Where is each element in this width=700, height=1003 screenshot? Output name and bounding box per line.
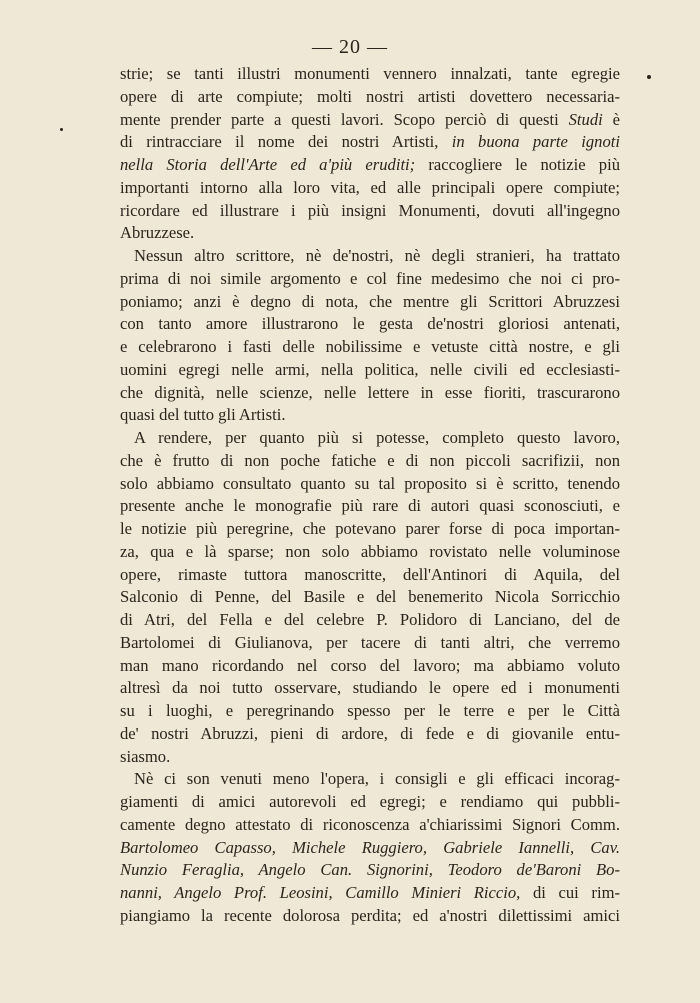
- page-number: — 20 —: [312, 36, 388, 58]
- text-line: giamenti di amici autorevoli ed egregi; e rendiamo qui pubbli-: [120, 792, 620, 811]
- text-line: Nè ci son venuti meno l'opera, i consigli e gli efficaci incorag-: [134, 769, 620, 789]
- text-line: mente prender parte a questi lavori. Scopo perciò di questi Studi è: [120, 109, 620, 129]
- italic-phrase: nanni, Angelo Prof. Leosini, Camillo Minieri Riccio,: [120, 883, 521, 902]
- text-line: su i luoghi, e peregrinando spesso per le terre e per le Città: [120, 701, 620, 720]
- text-line: za, qua e là sparse; non solo abbiamo rovistato nelle voluminose: [120, 541, 620, 561]
- text-line: poniamo; anzi è degno di nota, che mentre gli Scrittori Abruzzesi: [120, 291, 620, 311]
- text-line: che è frutto di non poche fatiche e di non piccoli sacrifizii, non: [120, 450, 620, 470]
- text-line: e celebrarono i fasti delle nobilissime e vetuste città nostre, e gli: [120, 337, 620, 356]
- text-line: [120, 859, 620, 882]
- margin-speck-right: [647, 75, 651, 79]
- text-line: Nessun altro scrittore, nè de'nostri, nè degli stranieri, ha trattato: [134, 246, 620, 265]
- text-line: Bartolomei di Giulianova, per tacere di tanti altri, che verremo: [120, 632, 620, 652]
- text-line: nanni, Angelo Prof. Leosini, Camillo Minieri Riccio, di cui rim-: [120, 883, 620, 902]
- text-line: ricordare ed illustrare i più insigni Monumenti, dovuti all'ingegno: [120, 200, 620, 220]
- text-line: Salconio di Penne, del Basile e del benemerito Nicola Sorricchio: [120, 587, 620, 607]
- italic-phrase: nella Storia dell'Arte ed a'più eruditi;: [120, 155, 416, 174]
- text-line: presente anche le monografie più rare di autori quasi sconosciuti, e: [120, 496, 620, 516]
- text-line: solo abbiamo consultato quanto su tal proposito si è scritto, tenendo: [120, 473, 620, 493]
- text-line: de' nostri Abruzzi, pieni di ardore, di fede e di giovanile entu-: [120, 723, 620, 743]
- text-line: opere, rimaste tuttora manoscritte, dell'Antinori di Aquila, del: [120, 564, 620, 584]
- text-line: piangiamo la recente dolorosa perdita; ed a'nostri dilettissimi amici: [120, 905, 620, 925]
- italic-phrase: Studi: [568, 109, 603, 129]
- body-text: [120, 63, 620, 928]
- text-line: nella Storia dell'Arte ed a'più eruditi; raccogliere le notizie più: [120, 155, 620, 174]
- text-line: siasmo.: [120, 746, 171, 766]
- text-line: strie; se tanti illustri monumenti vennero innalzati, tante egregie: [120, 64, 620, 83]
- text-line: le notizie più peregrine, che potevano parer forse di poca importan-: [120, 519, 620, 538]
- text-line: con tanto amore illustrarono le gesta de'nostri gloriosi antenati,: [120, 314, 620, 334]
- text-line: altresì da noi tutto osservare, studiando le opere ed i monumenti: [120, 678, 620, 698]
- italic-phrase: Bartolomeo Capasso, Michele Ruggiero, Gabriele Iannelli, Cav.: [120, 837, 620, 857]
- text-line: prima di noi simile argomento e col fine medesimo che noi ci pro-: [120, 268, 620, 288]
- text-line: importanti intorno alla loro vita, ed alle principali opere compiute;: [120, 177, 620, 197]
- text-line: [120, 837, 620, 860]
- text-line: uomini egregi nelle armi, nella politica, nelle civili ed ecclesiasti-: [120, 359, 620, 379]
- text-line: di Atri, del Fella e del celebre P. Polidoro di Lanciano, del de: [120, 610, 620, 629]
- text-line: A rendere, per quanto più si potesse, completo questo lavoro,: [134, 428, 620, 447]
- italic-phrase: in buona parte ignoti: [451, 132, 620, 152]
- text-line: opere di arte compiute; molti nostri artisti dovettero necessaria-: [120, 86, 620, 106]
- text-line: Abruzzese.: [120, 223, 195, 243]
- italic-phrase: Nunzio Feraglia, Angelo Can. Signorini, Teodoro de'Baroni Bo-: [120, 860, 620, 880]
- text-line: quasi del tutto gli Artisti.: [120, 405, 286, 425]
- margin-speck-left: [60, 128, 63, 131]
- text-line: di rintracciare il nome dei nostri Artisti, in buona parte ignoti: [120, 132, 620, 152]
- text-line: che dignità, nelle scienze, nelle lettere in esse fioriti, trascurarono: [120, 382, 620, 402]
- text-line: camente degno attestato di riconoscenza a'chiarissimi Signori Comm.: [120, 814, 620, 834]
- text-line: man mano ricordando nel corso del lavoro; ma abbiamo voluto: [120, 655, 620, 675]
